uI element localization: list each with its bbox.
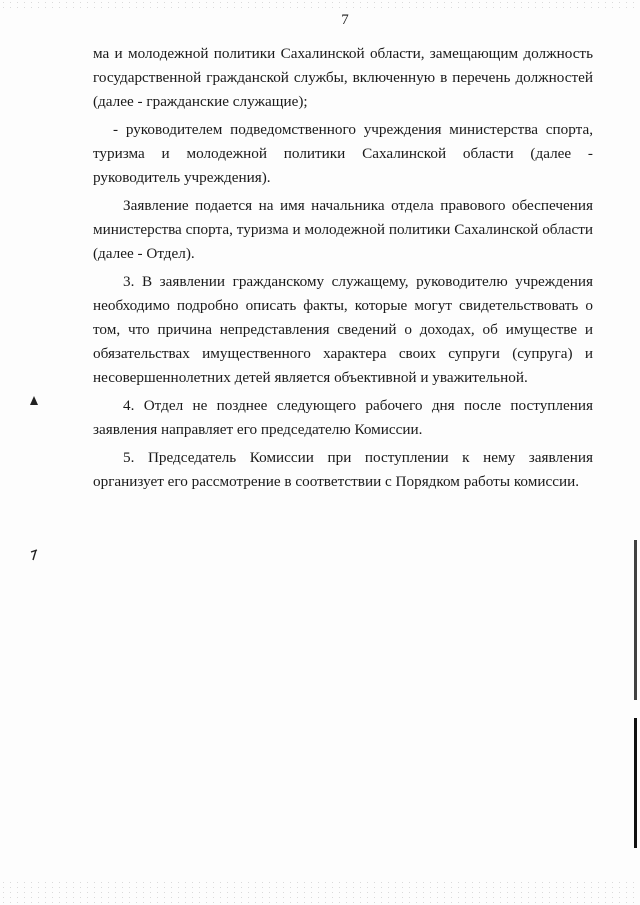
paragraph-continuation: ма и молодежной политики Сахалинской области, замещающим должность государственной гражданской службы, включенную в перечень должностей (далее - гражданские служащие); xyxy=(93,45,593,110)
paragraph-application: Заявление подается на имя начальника отдела правового обеспечения министерства спорта, туризма и молодежной политики Сахалинской области (далее - Отдел). xyxy=(93,197,593,262)
document-body xyxy=(93,42,593,498)
paragraph-item-3: 3. В заявлении гражданскому служащему, руководителю учреждения необходимо подробно описать факты, которые могут свидетельствовать о том, что причина непредставления сведений о доходах, об имуществе и обязательствах имущественного характера своих супруги (супруга) и несовершеннолетних детей является объективной и уважительной. xyxy=(93,273,593,386)
scan-edge-shadow xyxy=(634,718,637,848)
paragraph-list-item: - руководителем подведомственного учреждения министерства спорта, туризма и молодежной политики Сахалинской области (далее - руководитель учреждения). xyxy=(93,121,593,186)
scan-mark-tick xyxy=(30,549,39,561)
scan-mark-triangle xyxy=(30,396,38,405)
paragraph-item-4: 4. Отдел не позднее следующего рабочего дня после поступления заявления направляет его председателю Комиссии. xyxy=(93,397,593,438)
scan-noise-bottom xyxy=(0,880,640,905)
scan-noise-top xyxy=(0,0,640,12)
page-number: 7 xyxy=(341,12,349,28)
paragraph-item-5: 5. Председатель Комиссии при поступлении к нему заявления организует его рассмотрение в соответствии с Порядком работы комиссии. xyxy=(93,449,593,490)
scan-edge-shadow xyxy=(634,540,637,700)
